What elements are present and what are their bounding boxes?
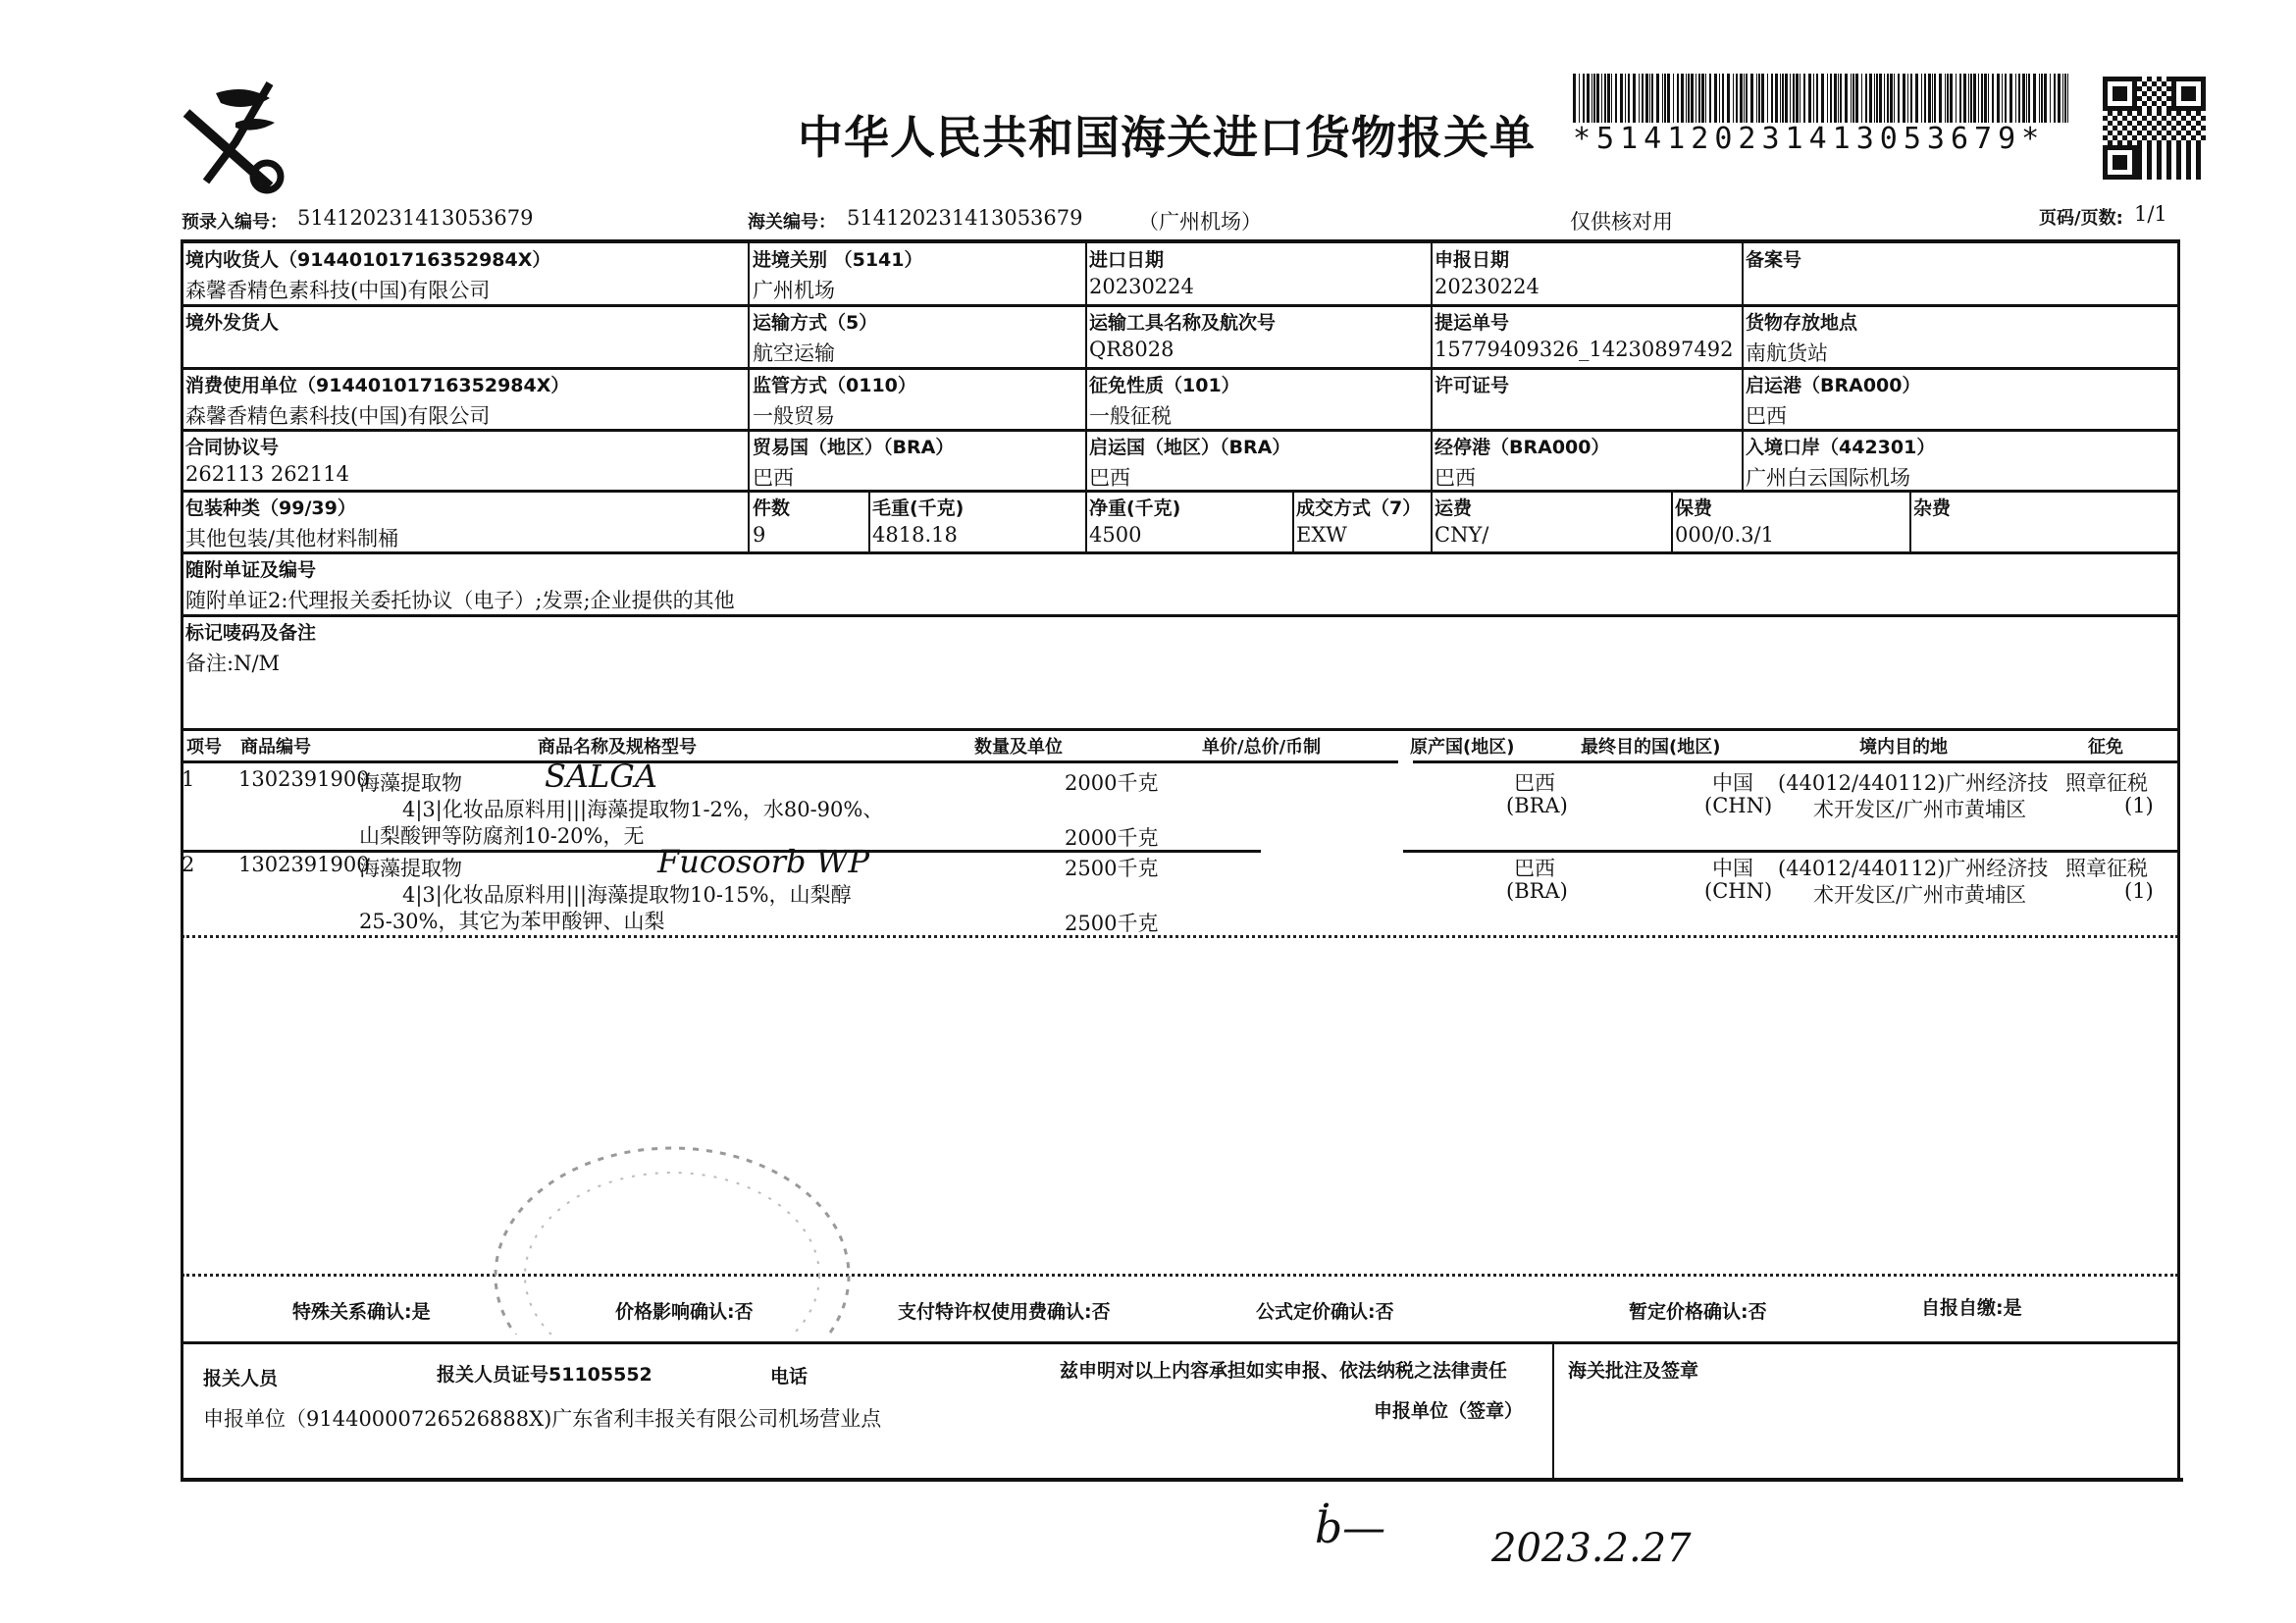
declare-date-value: 20230224 (1435, 275, 1539, 298)
barcode-bar (1601, 74, 1602, 123)
barcode-bar (1907, 74, 1908, 123)
barcode-bar (2015, 74, 2016, 123)
barcode-bar (1830, 74, 1832, 123)
barcode-bar (2022, 74, 2025, 123)
barcode-bar (1808, 74, 1811, 123)
barcode-bar (1611, 74, 1612, 123)
barcode-bar (1834, 74, 1837, 123)
item-qty1: 2500千克 (1065, 857, 1159, 880)
item-dest-code: (CHN) (1704, 794, 1773, 817)
royalty-confirm: 支付特许权使用费确认:否 (898, 1301, 1111, 1323)
barcode-bar (1793, 74, 1795, 123)
declare-unit: 申报单位（91440000726526888X)广东省利丰报关有限公司机场营业点 (203, 1407, 882, 1431)
barcode-bar (1988, 74, 1989, 123)
barcode-bar (1921, 74, 1922, 123)
barcode-bar (1855, 74, 1858, 123)
freight-value: CNY/ (1435, 523, 1489, 547)
departure-country-label: 启运国（地区）（BRA） (1089, 437, 1291, 458)
barcode-bar (1633, 74, 1636, 123)
barcode-bar (1579, 74, 1580, 123)
barcode-bar (1887, 74, 1889, 123)
barcode-bar (2028, 74, 2030, 123)
barcode-bar (1593, 74, 1595, 123)
barcode-bar (2009, 74, 2012, 123)
barcode-bar (1750, 74, 1753, 123)
barcode-bar (1973, 74, 1976, 123)
barcode-bar (2041, 74, 2043, 123)
barcode-bar (1780, 74, 1781, 123)
barcode-bar (1701, 74, 1704, 123)
barcode-bar (1667, 74, 1670, 123)
handwritten-date: 2023.2.27 (1491, 1526, 1692, 1571)
qr-code (2103, 77, 2206, 180)
barcode-bar (1651, 74, 1653, 123)
barcode-bar (1981, 74, 1983, 123)
barcode-bar (1649, 74, 1650, 123)
departure-port-label: 启运港（BRA000） (1746, 375, 1921, 396)
page-value: 1/1 (2134, 202, 2167, 226)
barcode-bar (1915, 74, 1918, 123)
packaging-label: 包装种类（99/39） (185, 497, 356, 519)
barcode-bar (2067, 74, 2068, 123)
trade-country-value: 巴西 (753, 466, 794, 490)
barcode-bar (1928, 74, 1931, 123)
barcode-bar (1879, 74, 1882, 123)
barcode-bar (1894, 74, 1895, 123)
barcode-bar (1939, 74, 1942, 123)
consumer-value: 森馨香精色素科技(中国)有限公司 (185, 404, 491, 428)
barcode-bar (1746, 74, 1748, 123)
barcode-bar (1992, 74, 1994, 123)
barcode-bar (1945, 74, 1946, 123)
barcode-bar (1698, 74, 1700, 123)
item-no: 1 (182, 767, 195, 791)
contract-label: 合同协议号 (185, 437, 280, 458)
barcode-bar (1816, 74, 1818, 123)
license-label: 许可证号 (1435, 375, 1510, 396)
consignee-label: 境内收货人（91440101716352984X） (185, 249, 551, 271)
page-label: 页码/页数: (2039, 208, 2123, 229)
barcode-bar (1932, 74, 1933, 123)
barcode-bar (1827, 74, 1828, 123)
barcode-bar (1744, 74, 1745, 123)
barcode-bar (2062, 74, 2063, 123)
form-title: 中华人民共和国海关进口货物报关单 (798, 111, 1536, 164)
barcode-bar (1813, 74, 1814, 123)
barcode-bar (1890, 74, 1893, 123)
entry-customs-label: 进境关别 （5141） (753, 249, 923, 271)
barcode-bar (1587, 74, 1590, 123)
barcode-bar (1950, 74, 1953, 123)
record-no-label: 备案号 (1746, 249, 1802, 271)
declare-date-label: 申报日期 (1435, 249, 1510, 271)
column-header: 商品编号 (240, 737, 311, 758)
barcode-bar (1583, 74, 1585, 123)
entry-customs-value: 广州机场 (753, 279, 835, 302)
self-pay-confirm: 自报自缴:是 (1921, 1297, 2022, 1319)
customs-no-label: 海关编号： (748, 212, 836, 233)
declarant-label: 报关人员 (203, 1368, 279, 1389)
insurance-label: 保费 (1675, 497, 1713, 519)
price-impact-confirm: 价格影响确认:否 (615, 1301, 754, 1323)
gross-weight-value: 4818.18 (872, 523, 958, 547)
barcode-bar (1910, 74, 1912, 123)
barcode-bar (1771, 74, 1773, 123)
marks-value: 备注:N/M (185, 652, 281, 675)
barcode-bar (1840, 74, 1842, 123)
barcode-bar (1956, 74, 1957, 123)
barcode-bar (2039, 74, 2040, 123)
item-qty2: 2500千克 (1065, 912, 1159, 935)
item-dest-code: (CHN) (1704, 879, 1773, 903)
barcode-bar (1876, 74, 1878, 123)
barcode-bar (1625, 74, 1626, 123)
barcode-bar (2054, 74, 2056, 123)
item-origin-code: (BRA) (1506, 794, 1568, 817)
barcode-bar (1615, 74, 1617, 123)
barcode-bar (1596, 74, 1599, 123)
item-handwritten: SALGA (545, 758, 657, 795)
pre-entry-label: 预录入编号： (182, 212, 287, 233)
trade-country-label: 贸易国（地区）（BRA） (753, 437, 955, 458)
consignee-value: 森馨香精色素科技(中国)有限公司 (185, 279, 491, 302)
column-header: 征免 (2088, 737, 2123, 758)
net-weight-value: 4500 (1089, 523, 1142, 547)
barcode-bar (1934, 74, 1936, 123)
barcode-bar (1733, 74, 1734, 123)
item-domestic2: 术开发区/广州市黄埔区 (1813, 883, 2027, 907)
item-name: 海藻提取物 (359, 771, 462, 795)
barcode-bar (2058, 74, 2061, 123)
documents-label: 随附单证及编号 (185, 559, 317, 581)
item-no: 2 (182, 853, 195, 876)
barcode-bar (2005, 74, 2007, 123)
phone-label: 电话 (770, 1366, 809, 1387)
freight-label: 运费 (1435, 497, 1473, 519)
transit-port-label: 经停港（BRA000） (1435, 437, 1610, 458)
column-header: 项号 (186, 737, 222, 758)
barcode-bar (1573, 74, 1576, 123)
departure-port-value: 巴西 (1746, 404, 1787, 428)
barcode-bar (1673, 74, 1674, 123)
item-origin-code: (BRA) (1506, 879, 1568, 903)
transport-mode-label: 运输方式（5） (753, 312, 878, 334)
barcode-bar (2033, 74, 2036, 123)
item-origin: 巴西 (1514, 857, 1555, 880)
barcode-bar (1761, 74, 1764, 123)
barcode-bar (1775, 74, 1778, 123)
barcode-bar (1984, 74, 1987, 123)
item-origin: 巴西 (1514, 771, 1555, 795)
item-code: 1302391900 (238, 853, 370, 876)
column-header: 单价/总价/币制 (1202, 737, 1322, 758)
declarant-cert: 报关人员证号51105552 (437, 1364, 652, 1386)
barcode-bar (1851, 74, 1852, 123)
levy-nature-label: 征免性质（101） (1089, 375, 1240, 396)
pieces-label: 件数 (753, 497, 791, 519)
deal-mode-value: EXW (1296, 523, 1347, 547)
misc-label: 杂费 (1913, 497, 1952, 519)
barcode-bar (1639, 74, 1640, 123)
bill-no-value: 15779409326_14230897492 (1435, 338, 1734, 361)
barcode-bar (1691, 74, 1694, 123)
pre-entry-no: 514120231413053679 (297, 206, 534, 230)
barcode-bar (2018, 74, 2020, 123)
barcode-bar (1845, 74, 1848, 123)
consignor-label: 境外发货人 (185, 312, 280, 334)
barcode-bar (1719, 74, 1720, 123)
barcode-bar (1767, 74, 1768, 123)
barcode-bar (1681, 74, 1684, 123)
packaging-value: 其他包装/其他材料制桶 (185, 527, 399, 550)
item-dest: 中国 (1712, 771, 1753, 795)
entry-port-label: 入境口岸（442301） (1746, 437, 1936, 458)
net-weight-label: 净重(千克) (1089, 497, 1181, 519)
item-domestic2: 术开发区/广州市黄埔区 (1813, 798, 2027, 821)
barcode-bar (2044, 74, 2047, 123)
barcode-bar (1607, 74, 1610, 123)
legal-statement: 兹申明对以上内容承担如实申报、依法纳税之法律责任 (1060, 1360, 1508, 1382)
barcode-bar (1727, 74, 1730, 123)
barcode-bar (1705, 74, 1706, 123)
barcode-bar (1790, 74, 1791, 123)
deal-mode-label: 成交方式（7） (1296, 497, 1422, 519)
barcode-bar (1782, 74, 1784, 123)
barcode-bar (2064, 74, 2066, 123)
import-date-value: 20230224 (1089, 275, 1194, 298)
barcode-bar (1709, 74, 1711, 123)
barcode-bar (1970, 74, 1972, 123)
barcode-bar (1924, 74, 1926, 123)
barcode-bar (1785, 74, 1788, 123)
item-name: 海藻提取物 (359, 857, 462, 880)
item-code: 1302391900 (238, 767, 370, 791)
marks-label: 标记唛码及备注 (185, 622, 317, 644)
item-handwritten: Fucosorb WP (657, 843, 870, 880)
gross-weight-label: 毛重(千克) (872, 497, 965, 519)
barcode-bar (1664, 74, 1666, 123)
barcode-bar (2026, 74, 2027, 123)
barcode-bar (1677, 74, 1679, 123)
column-header: 商品名称及规格型号 (538, 737, 697, 758)
column-header: 境内目的地 (1859, 737, 1948, 758)
barcode-bar (1903, 74, 1905, 123)
item-qty1: 2000千克 (1065, 771, 1159, 795)
check-only-note: 仅供核对用 (1570, 210, 1673, 234)
barcode-bar (1642, 74, 1644, 123)
storage-value: 南航货站 (1746, 341, 1828, 365)
barcode-bar (1978, 74, 1979, 123)
barcode-bar (1714, 74, 1717, 123)
item-spec2: 25-30%，其它为苯甲酸钾、山梨 (359, 910, 665, 933)
provisional-price-confirm: 暂定价格确认:否 (1629, 1301, 1767, 1323)
barcode-text: *514120231413053679* (1573, 122, 2046, 156)
barcode-bar (1688, 74, 1690, 123)
item-levy: 照章征税 (2065, 771, 2148, 795)
barcode-bar (1865, 74, 1867, 123)
declare-unit-seal: 申报单位（签章） (1374, 1400, 1524, 1422)
barcode-bar (1740, 74, 1743, 123)
barcode-bar (1662, 74, 1663, 123)
item-domestic1: (44012/440112)广州经济技 (1778, 857, 2049, 880)
barcode-bar (1628, 74, 1630, 123)
pieces-value: 9 (753, 523, 766, 547)
barcode-bar (1963, 74, 1966, 123)
barcode-bar (1821, 74, 1824, 123)
special-relation-confirm: 特殊关系确认:是 (292, 1301, 431, 1323)
barcode-bar (1861, 74, 1862, 123)
customs-seal: 海关批注及签章 (1568, 1360, 1699, 1382)
barcode-bar (1869, 74, 1872, 123)
item-spec2: 山梨酸钾等防腐剂10-20%，无 (359, 824, 645, 848)
barcode-bar (2002, 74, 2003, 123)
barcode-bar (1947, 74, 1949, 123)
barcode-bar (1997, 74, 2000, 123)
barcode (1573, 74, 2068, 123)
contract-value: 262113 262114 (185, 462, 350, 486)
insurance-value: 000/0.3/1 (1675, 523, 1774, 547)
barcode-bar (1852, 74, 1854, 123)
column-header: 原产国(地区) (1410, 737, 1515, 758)
item-domestic1: (44012/440112)广州经济技 (1778, 771, 2049, 795)
customs-office: （广州机场） (1138, 210, 1262, 234)
vessel-value: QR8028 (1089, 338, 1174, 361)
barcode-bar (1874, 74, 1875, 123)
departure-country-value: 巴西 (1089, 466, 1130, 490)
barcode-bar (1722, 74, 1724, 123)
barcode-bar (1656, 74, 1659, 123)
transport-mode-value: 航空运输 (753, 341, 835, 365)
barcode-bar (1758, 74, 1760, 123)
item-spec1: 4|3|化妆品原料用|||海藻提取物1-2%，水80-90%、 (402, 798, 884, 821)
barcode-bar (1968, 74, 1969, 123)
column-header: 最终目的国(地区) (1581, 737, 1721, 758)
barcode-bar (1736, 74, 1738, 123)
transit-port-value: 巴西 (1435, 466, 1476, 490)
barcode-bar (1620, 74, 1623, 123)
barcode-bar (1604, 74, 1606, 123)
barcode-bar (1898, 74, 1900, 123)
item-levy-code: (1) (2124, 879, 2154, 903)
storage-label: 货物存放地点 (1746, 312, 1858, 334)
import-date-label: 进口日期 (1089, 249, 1165, 271)
handwritten-signature: ḃ— (1315, 1503, 1386, 1553)
barcode-bar (1645, 74, 1648, 123)
item-levy: 照章征税 (2065, 857, 2148, 880)
barcode-bar (1756, 74, 1757, 123)
vessel-label: 运输工具名称及航次号 (1089, 312, 1277, 334)
bill-no-label: 提运单号 (1435, 312, 1510, 334)
customs-no: 514120231413053679 (847, 206, 1083, 230)
barcode-bar (2050, 74, 2051, 123)
barcode-bar (1803, 74, 1805, 123)
item-qty2: 2000千克 (1065, 826, 1159, 850)
barcode-bar (1884, 74, 1885, 123)
supervision-label: 监管方式（0110） (753, 375, 916, 396)
item-spec1: 4|3|化妆品原料用|||海藻提取物10-15%，山梨醇 (402, 883, 852, 907)
barcode-bar (1686, 74, 1687, 123)
entry-port-value: 广州白云国际机场 (1746, 466, 1910, 490)
customs-emblem-icon (177, 74, 294, 196)
column-header: 数量及单位 (974, 737, 1063, 758)
barcode-bar (1838, 74, 1839, 123)
consumer-label: 消费使用单位（91440101716352984X） (185, 375, 570, 396)
documents-value: 随附单证2:代理报关委托协议（电子）;发票;企业提供的其他 (185, 589, 735, 612)
barcode-bar (1796, 74, 1799, 123)
supervision-value: 一般贸易 (753, 404, 835, 428)
levy-nature-value: 一般征税 (1089, 404, 1172, 428)
item-levy-code: (1) (2124, 794, 2154, 817)
formula-price-confirm: 公式定价确认:否 (1256, 1301, 1394, 1323)
item-dest: 中国 (1712, 857, 1753, 880)
barcode-bar (1959, 74, 1961, 123)
